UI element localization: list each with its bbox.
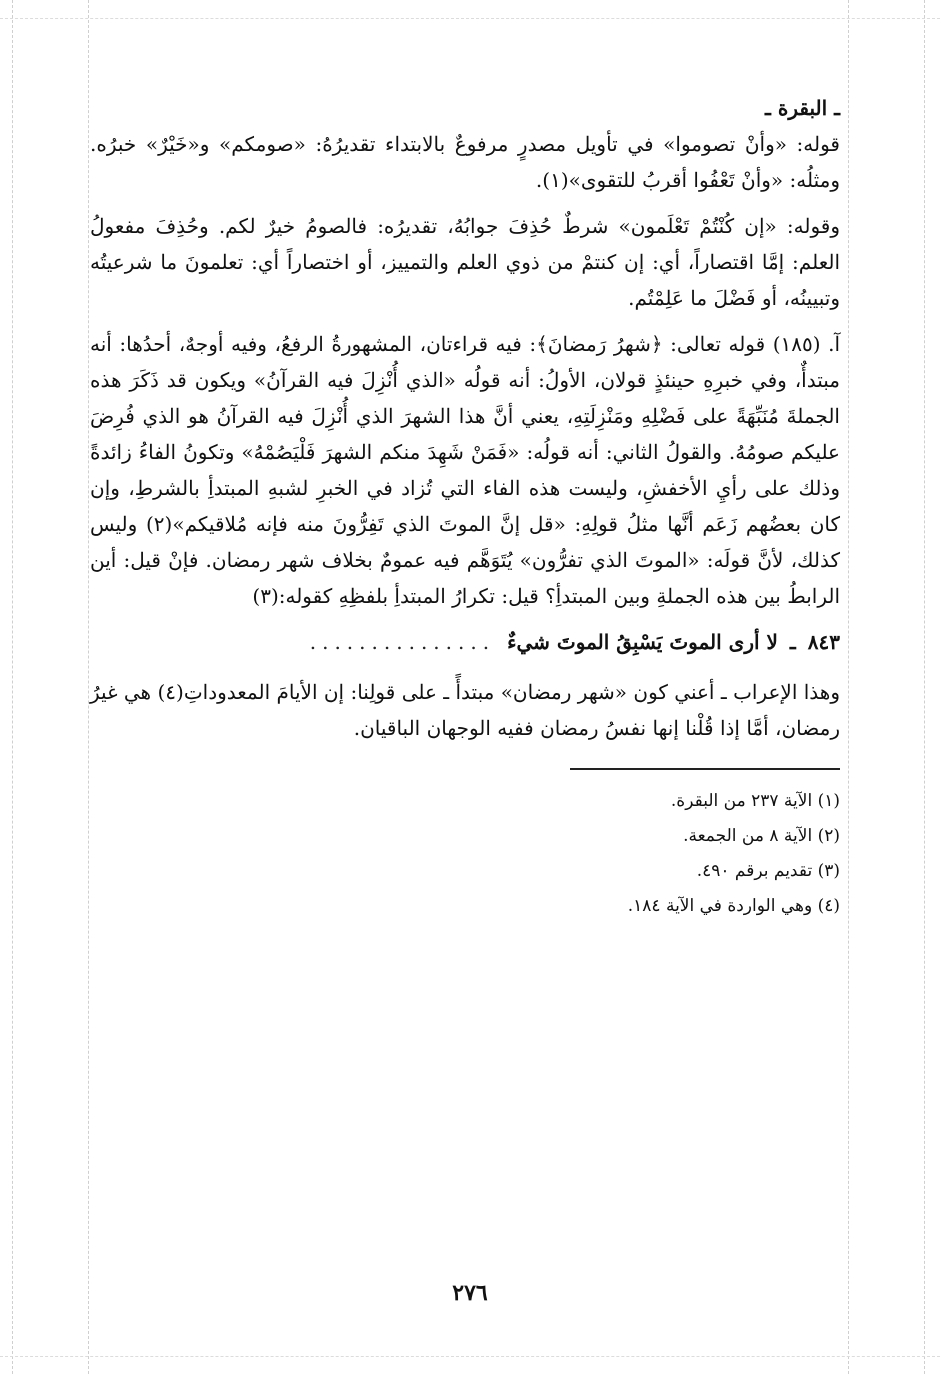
footnote-2: (٢) الآية ٨ من الجمعة. bbox=[683, 826, 840, 846]
scan-guide-line bbox=[0, 18, 940, 19]
verse-number: ٨٤٣ bbox=[807, 630, 840, 654]
scan-guide-line bbox=[0, 1356, 940, 1357]
scan-guide-line bbox=[848, 0, 849, 1374]
verse-text: لا أرى الموتَ يَسْبِقُ الموتَ شيءٌ bbox=[507, 630, 778, 654]
footnotes bbox=[90, 786, 840, 922]
scan-guide-line bbox=[12, 0, 13, 1374]
footnote-3: (٣) تقديم برقم ٤٩٠. bbox=[696, 861, 840, 881]
paragraph-4: وهذا الإعراب ـ أعني كون «شهر رمضان» مبتدأً ـ على قولِنا: إن الأيامَ المعدوداتِ(٤) هي غيرُ رمضان، أمَّا إذا قُلْنا إنها نفسُ رمضان ففيه الوجهان الباقيان. bbox=[90, 680, 841, 740]
running-header: ـ البقرة ـ bbox=[765, 96, 840, 120]
verse-ellipsis: ............... bbox=[309, 630, 496, 654]
scan-guide-line bbox=[924, 0, 925, 1374]
page-number: ٢٧٦ bbox=[452, 1280, 488, 1306]
footnote-4: (٤) وهي الواردة في الآية ١٨٤. bbox=[627, 896, 840, 916]
verse-line bbox=[90, 624, 840, 660]
footnote-1: (١) الآية ٢٣٧ من البقرة. bbox=[670, 791, 840, 811]
paragraph-1: قوله: «وأنْ تصوموا» في تأويل مصدرٍ مرفوعٌ بالابتداء تقديرُهُ: «صومكم» و«خَيْرٌ» خبرُه. ومثلُه: «وأنْ تَعْفُوا أقربُ للتقوى»(١). bbox=[90, 132, 840, 192]
paragraph-2: وقوله: «إن كُنْتُمْ تَعْلَمون» شرطٌ حُذِفَ جوابُهُ، تقديرُه: فالصومُ خيرٌ لكم. وحُذِفَ مفعولُ العلم: إمَّا اقتصاراً، أي: إن كنتمْ من ذوي العلم والتمييز، أو اختصاراً أي: تعلمونَ ما شرعيتُه وتبيينُه، أو فَضْلَ ما عَلِمْتُم. bbox=[90, 214, 840, 310]
page-body bbox=[90, 90, 840, 926]
scan-guide-line bbox=[88, 0, 89, 1374]
paragraph-3: آ. (١٨٥) قوله تعالى: ﴿شهرُ رَمضانَ﴾: فيه قراءتان، المشهورةُ الرفعُ، وفيه أوجهٌ، أحدُها: أنه مبتدأٌ، وفي خبرِهِ حينئذٍ قولان، الأولُ: أنه قولُه «الذي أُنْزِلَ فيه القرآنُ» ويكون قد ذَكَرَ هذه الجملةَ مُنَبِّهَةً على فَضْلِهِ ومَنْزِلَتِهِ، يعني أنَّ هذا الشهرَ الذي أُنْزِلَ فيه القرآنُ هو الذي فُرِضَ عليكم صومُهُ. والقولُ الثاني: أنه قولُه: «فَمَنْ شَهِدَ منكم الشهرَ فَلْيَصُمْهُ» وتكونُ الفاءُ زائدةً وذلك على رأيِ الأخفشِ، وليست هذه الفاء التي تُزاد في الخبرِ لشبهِ المبتدأِ بالشرطِ، وإن كان بعضُهم زَعَم أنَّها مثلُ قولِهِ: «قل إنَّ الموتَ الذي تَفِرُّونَ منه فإنه مُلاقيكم»(٢) وليس كذلك، لأنَّ قولَه: «الموتَ الذي تفرُّون» يُتَوَهَّم فيه عمومٌ بخلاف شهر رمضان. فإنْ قيل: أين الرابطُ بين هذه الجملةِ وبين المبتدأِ؟ قيل: تكرارُ المبتدأِ بلفظِهِ كقوله:(٣) bbox=[90, 332, 840, 608]
footnote-divider bbox=[570, 768, 840, 770]
verse-dash: ـ bbox=[789, 630, 796, 654]
